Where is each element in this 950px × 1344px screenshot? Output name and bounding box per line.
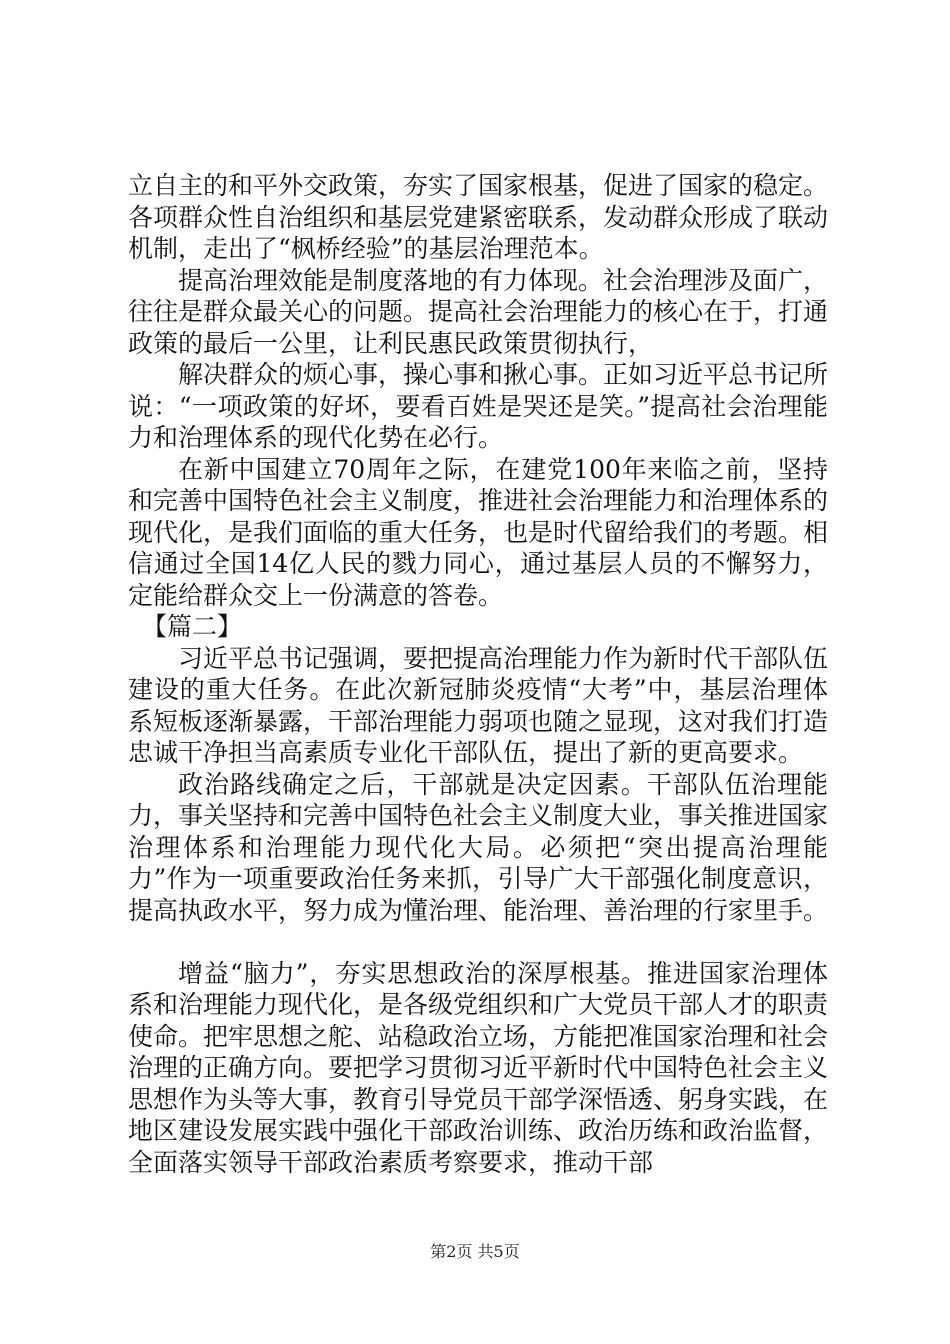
paragraph-1: 立自主的和平外交政策，夯实了国家根基，促进了国家的稳定。各项群众性自治组织和基层党建紧密联系，发动群众形成了联动机制，走出了“枫桥经验”的基层治理范本。 xyxy=(128,171,829,263)
paragraph-5: 习近平总书记强调，要把提高治理能力作为新时代干部队伍建设的重大任务。在此次新冠肺炎疫情“大考”中，基层治理体系短板逐渐暴露，干部治理能力弱项也随之显现，这对我们打造忠诚干净担当高素质专业化干部队伍，提出了新的更高要求。 xyxy=(128,643,829,767)
paragraph-2: 提高治理效能是制度落地的有力体现。社会治理涉及面广，往往是群众最关心的问题。提高社会治理能力的核心在于，打通政策的最后一公里，让利民惠民政策贯彻执行， xyxy=(128,265,829,358)
paragraph-4: 在新中国建立70周年之际，在建党100年来临之前，坚持和完善中国特色社会主义制度，推进社会治理能力和治理体系的现代化，是我们面临的重大任务，也是时代留给我们的考题。相信通过全国14亿人民的戮力同心，通过基层人员的不懈努力，定能给群众交上一份满意的答卷。 xyxy=(128,454,829,610)
page-number-footer: 第2页 共5页 xyxy=(430,1242,520,1261)
paragraph-7: 增益“脑力”，夯实思想政治的深厚根基。推进国家治理体系和治理能力现代化，是各级党组织和广大党员干部人才的职责使命。把牢思想之舵、站稳政治立场，方能把准国家治理和社会治理的正确方向。要把学习贯彻习近平新时代中国特色社会主义思想作为头等大事，教育引导党员干部学深悟透、躬身实践，在地区建设发展实践中强化干部政治训练、政治历练和政治监督，全面落实领导干部政治素质考察要求，推动干部 xyxy=(128,958,829,1177)
paragraph-gap xyxy=(128,926,828,958)
section-heading: 【篇二】 xyxy=(142,612,243,641)
paragraph-6: 政治路线确定之后，干部就是决定因素。干部队伍治理能力，事关坚持和完善中国特色社会主义制度大业，事关推进国家治理体系和治理能力现代化大局。必须把“突出提高治理能力”作为一项重要政治任务来抓，引导广大干部强化制度意识，提高执政水平，努力成为懂治理、能治理、善治理的行家里手。 xyxy=(128,769,829,925)
paragraph-3: 解决群众的烦心事，操心事和揪心事。正如习近平总书记所说：“一项政策的好坏，要看百姓是哭还是笑。”提高社会治理能力和治理体系的现代化势在必行。 xyxy=(128,360,829,452)
document-body xyxy=(128,170,828,1178)
